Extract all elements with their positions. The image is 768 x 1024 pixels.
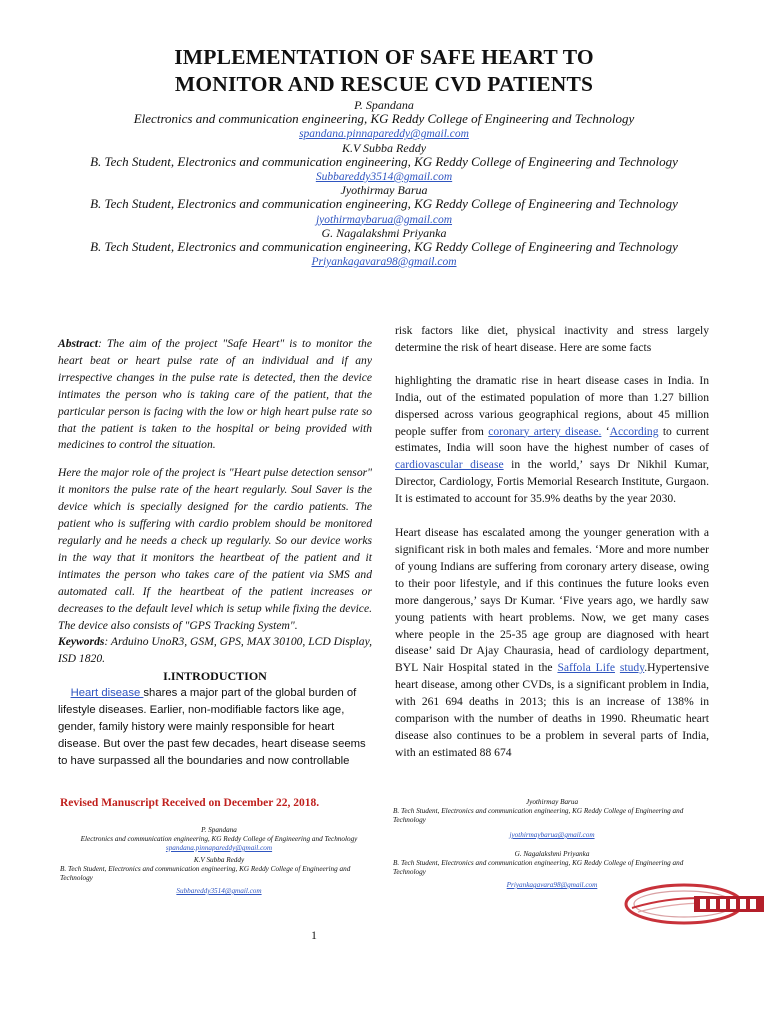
heart-disease-link[interactable]: Heart disease [70,687,144,700]
footnote-author-name: Jyothirmay Barua [525,798,579,806]
paper-title [0,44,768,98]
left-column [58,336,372,770]
keywords-paragraph [58,634,372,668]
author-affiliation: B. Tech Student, Electronics and communication engineering, KG Reddy College of Engineering and Technology [90,196,678,212]
author-email-link[interactable]: Priyankagavara98@gmail.com [311,256,457,269]
author-affiliation: Electronics and communication engineering, KG Reddy College of Engineering and Technology [133,111,635,127]
title-line-1: IMPLEMENTATION OF SAFE HEART TO [174,45,594,69]
author-name: K.V Subba Reddy [341,140,427,155]
footnote-affiliation: B. Tech Student, Electronics and communication engineering, KG Reddy College of Engineering and Technology [393,859,684,876]
abstract-label: Abstract [58,337,98,350]
footnote-affiliation: Electronics and communication engineering, KG Reddy College of Engineering and Technology [80,835,358,843]
introduction-paragraph [58,685,372,770]
author-email-link[interactable]: spandana.pinnapareddy@gmail.com [299,128,469,141]
footnote-left [60,826,378,896]
keywords-text: : Arduino UnoR3, GSM, GPS, MAX 30100, LCD Display, ISD 1820. [58,635,372,666]
title-line-2: MONITOR AND RESCUE CVD PATIENTS [174,72,594,96]
author-name: Jyothirmay Barua [340,183,428,198]
footnote-email-link[interactable]: Priyankagavara98@gmail.com [506,881,598,889]
revised-manuscript-note: Revised Manuscript Received on December 22, 2018. [60,797,320,809]
introduction-text: shares a major part of the global burden of lifestyle diseases. Earlier, non-modifiable factors like age, gender, family history were mainly responsible for heart disease. But over the past few decades, heart disease seems to have surpassed all the boundaries and now controllable [58,687,366,767]
according-link[interactable]: According [609,424,659,438]
abstract-paragraph [58,336,372,454]
footnote-email-link[interactable]: spandana.pinnapareddy@gmail.com [165,844,273,852]
author-name: G. Nagalakshmi Priyanka [321,225,447,240]
body-paragraph: risk factors like diet, physical inactivity and stress largely determine the risk of heart disease. Here are some facts [395,324,709,354]
abstract-paragraph-2: Here the major role of the project is "Heart pulse detection sensor" it monitors the pulse rate of the heart regularly. Soul Saver is the device which is specially designed for the cardio patients. The patient who is suffering with cardio problem should be monitored regularly and he needs a check up regularly. So our device works in the way that it monitors the heartbeat of the patient and it intimates the person who takes care of the patient via SMS and automated call. If the heartbeat of the patient increases or decreases to the default level which is setup while fixing the device. The device also consists of "GPS Tracking System". [58,466,372,632]
keywords-label: Keywords [58,635,105,649]
body-paragraph: Heart disease has escalated among the younger generation with a significant risk in both males and females. ‘More and more number of young Indians are suffering from coronary artery disease, owing to their poor lifestyle, and if this continues the future looks even more dangerous,’ says Dr Kumar. ‘Five years ago, we hardly saw young patients with heart problems. Now, we get many cases where people in the 25-35 age group are diagnosed with heart disease’ said Dr Ajay Chaurasia, head of cardiology department, BYL Nair Hospital stated in the Saffola Life study.Hypertensive heart disease, among other CVDs, is a significant problem in India, with 261 694 deaths in 2013; this is an increase of 138% in comparison with the number of deaths in 1990. Rheumatic heart disease also continues to be a problem in several parts of India, with an estimated 88 674 [395,526,709,759]
footnote-right [393,798,711,890]
footnote-author-name: G. Nagalakshmi Priyanka [514,850,590,858]
footnote-affiliation: B. Tech Student, Electronics and communication engineering, KG Reddy College of Engineering and Technology [393,807,684,824]
footnote-affiliation: B. Tech Student, Electronics and communication engineering, KG Reddy College of Engineering and Technology [60,865,351,882]
footnote-author-name: K.V Subba Reddy [193,856,245,864]
section-heading-introduction: I.INTRODUCTION [163,669,267,684]
journal-logo-graphic [624,882,768,926]
footnote-email-link[interactable]: jyothirmaybarua@gmail.com [509,831,595,839]
body-paragraph: highlighting the dramatic rise in heart disease cases in India. In India, out of the estimated population of more than 1.27 billion dispersed across various geographical regions, about 45 million people suffer from coronary artery disease. ‘According to current estimates, India will soon have the highest number of cases of cardiovascular disease in the world,’ says Dr Nikhil Kumar, Director, Cardiology, Fortis Memorial Research Institute, Gurgaon. It is estimated to account for 35.9% deaths by the year 2030. [395,373,709,506]
author-affiliation: B. Tech Student, Electronics and communication engineering, KG Reddy College of Engineering and Technology [90,238,678,254]
abstract-text: : The aim of the project "Safe Heart" is to monitor the heart beat or heart pulse rate of an individual and if any irrespective changes in the pulse rate is detected, then the device intimates the person who is taking care of the patient, that the particular person is facing with the low or high heart pulse rate so that the patient is taken to the hospital or being provided with medicines to control the situation. [58,337,372,452]
author-email-link[interactable]: jyothirmaybarua@gmail.com [315,213,453,226]
page-number: 1 [311,930,317,942]
journal-logo-icon [624,882,768,926]
cardiovascular-disease-link[interactable]: cardiovascular disease [395,458,504,472]
right-column [395,323,709,762]
author-affiliation: B. Tech Student, Electronics and communication engineering, KG Reddy College of Engineering and Technology [90,153,678,169]
author-block [0,98,768,268]
footnote-author-name: P. Spandana [201,826,237,834]
author-email-link[interactable]: Subbareddy3514@gmail.com [315,170,453,183]
study-link[interactable]: study [619,661,645,675]
coronary-artery-disease-link[interactable]: coronary artery disease. [488,424,602,438]
saffola-life-link[interactable]: Saffola Life [557,661,615,675]
footnote-email-link[interactable]: Subbareddy3514@gmail.com [176,887,262,895]
author-name: P. Spandana [354,98,414,112]
